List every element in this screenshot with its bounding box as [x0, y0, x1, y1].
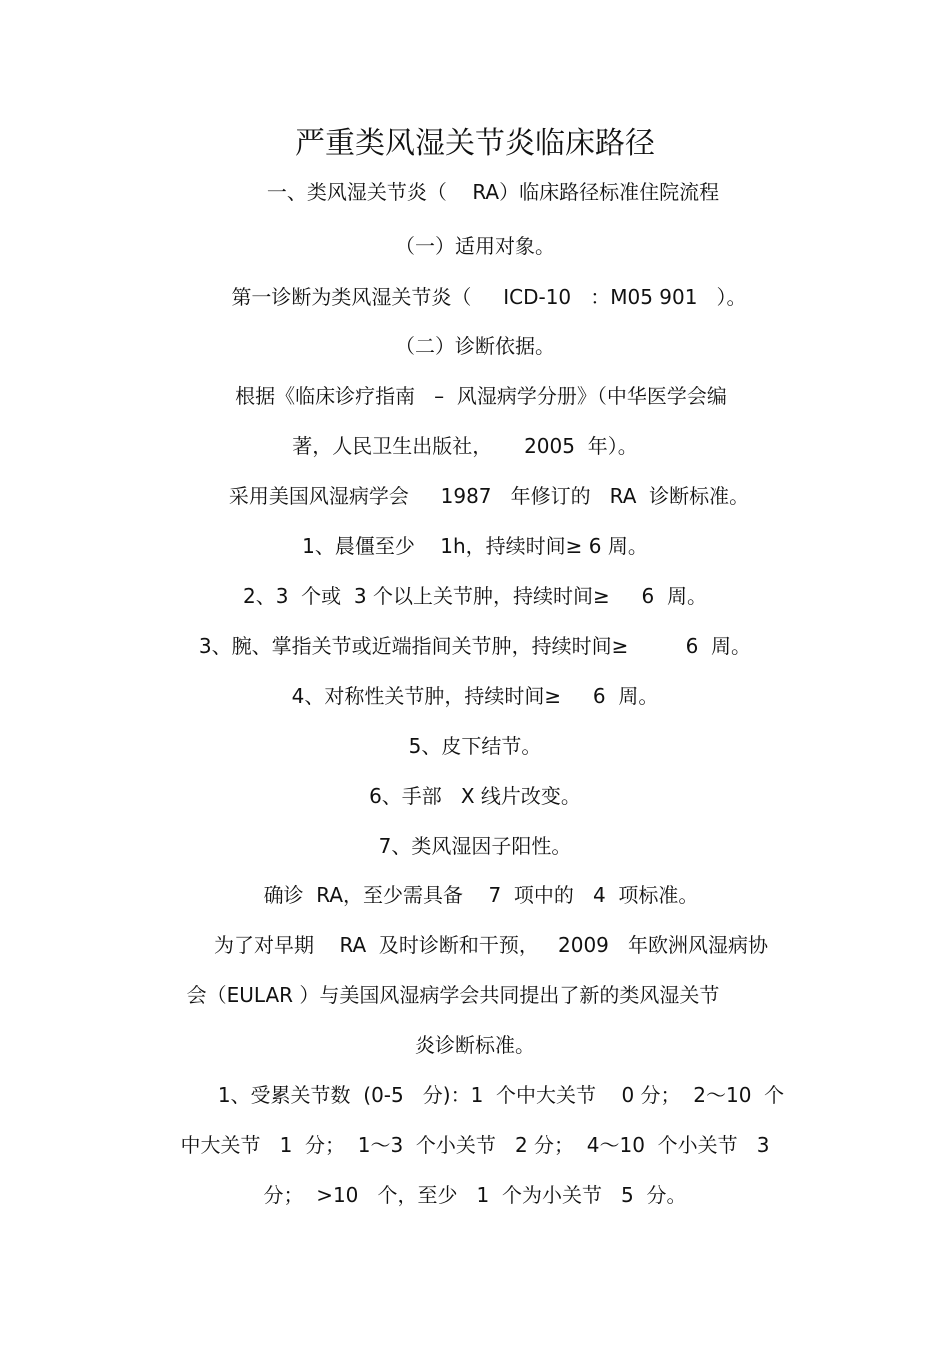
criteria-item: 3、腕、掌指关节或近端指间关节肿，持续时间≥ 6 周。	[198, 634, 752, 658]
paragraph-line: 分； >10 个，至少 1 个为小关节 5 分。	[263, 1183, 687, 1207]
paragraph-line: 著，人民卫生出版社， 2005 年）。	[292, 434, 638, 458]
subsection-heading-1: （一）适用对象。	[395, 234, 555, 258]
criteria-item: 7、类风湿因子阳性。	[378, 834, 572, 858]
paragraph-line: 第一诊断为类风湿关节炎（ ICD-10 ：M05 901 ）。	[231, 285, 747, 309]
paragraph-line: 中大关节 1 分； 1～3 个小关节 2 分； 4～10 个小关节 3	[180, 1133, 770, 1157]
paragraph-line: 会（EULAR ）与美国风湿病学会共同提出了新的类风湿关节	[186, 983, 720, 1007]
criteria-item: 4、对称性关节肿，持续时间≥ 6 周。	[291, 684, 659, 708]
criteria-item: 6、手部 X 线片改变。	[369, 784, 581, 808]
criteria-item: 2、3 个或 3 个以上关节肿，持续时间≥ 6 周。	[243, 584, 707, 608]
paragraph-line: 1、受累关节数 (0-5 分)：1 个中大关节 0 分； 2～10 个	[217, 1083, 785, 1107]
criteria-item: 5、皮下结节。	[408, 734, 542, 758]
paragraph-line: 为了对早期 RA 及时诊断和干预， 2009 年欧洲风湿病协	[214, 933, 768, 957]
subsection-heading-2: （二）诊断依据。	[395, 334, 555, 358]
paragraph-line: 确诊 RA，至少需具备 7 项中的 4 项标准。	[263, 883, 699, 907]
criteria-item: 1、晨僵至少 1h，持续时间≥ 6 周。	[302, 534, 648, 558]
paragraph-line: 根据《临床诊疗指南 – 风湿病学分册》（中华医学会编	[235, 384, 727, 408]
section-heading-1: 一、类风湿关节炎（ RA）临床路径标准住院流程	[266, 180, 720, 204]
paragraph-line: 采用美国风湿病学会 1987 年修订的 RA 诊断标准。	[228, 484, 750, 508]
page-title: 严重类风湿关节炎临床路径	[295, 126, 655, 161]
paragraph-line: 炎诊断标准。	[415, 1033, 535, 1057]
